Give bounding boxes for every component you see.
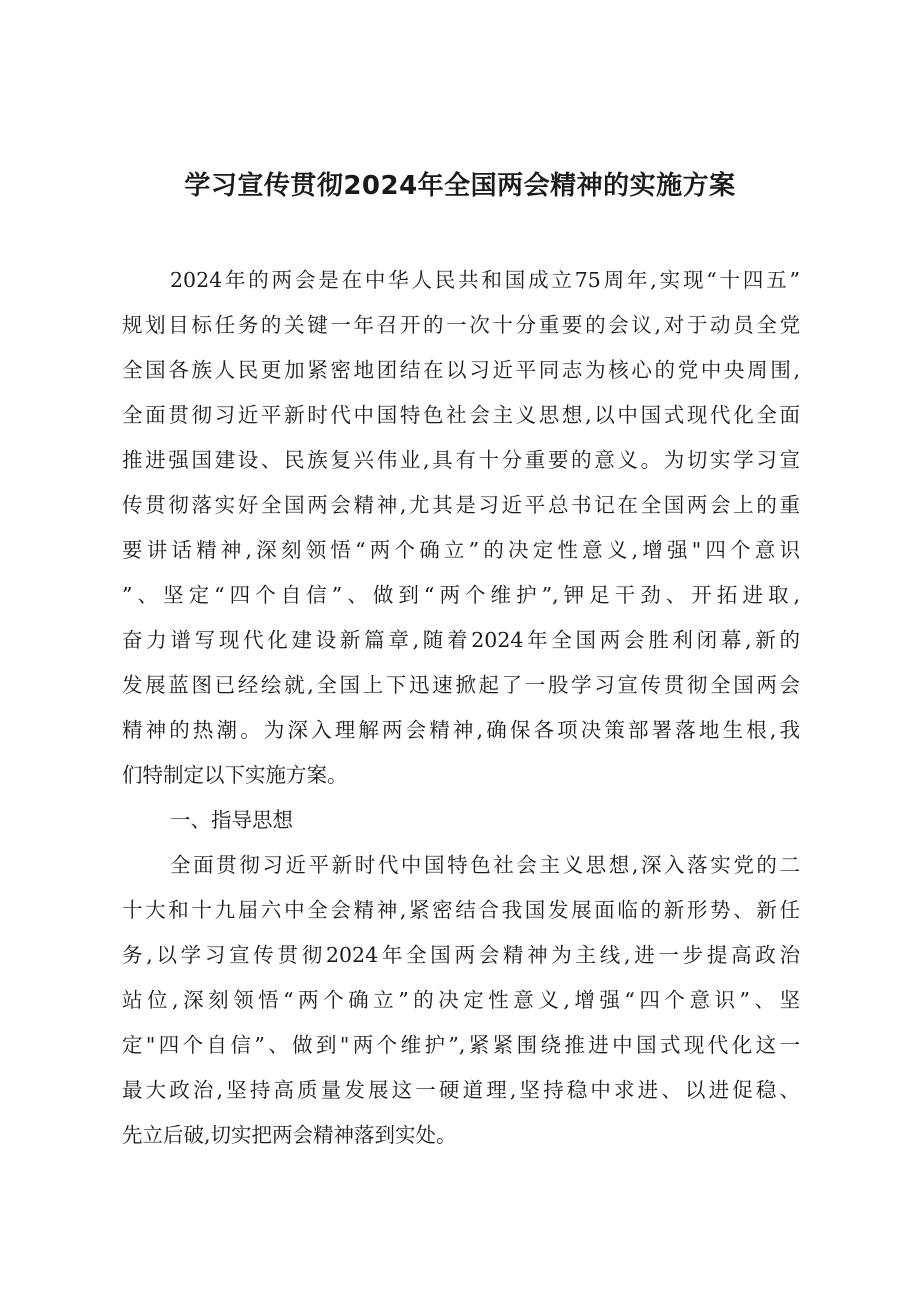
text-line: 全面贯彻习近平新时代中国特色社会主义思想,以中国式现代化全面 [122, 403, 800, 427]
text-line: 传贯彻落实好全国两会精神,尤其是习近平总书记在全国两会上的重 [122, 493, 800, 517]
document-body [122, 258, 800, 1158]
text-line: 站位,深刻领悟“两个确立”的决定性意义,增强“四个意识”、坚 [122, 988, 800, 1012]
text-line: 们特制定以下实施方案。 [122, 763, 348, 787]
text-line: 务,以学习宣传贯彻2024年全国两会精神为主线,进一步提高政治 [122, 943, 800, 967]
text-line: 最大政治,坚持高质量发展这一硬道理,坚持稳中求进、以进促稳、 [122, 1078, 800, 1102]
text-line: 规划目标任务的关键一年召开的一次十分重要的会议,对于动员全党 [122, 313, 800, 337]
text-line: 要讲话精神,深刻领悟“两个确立”的决定性意义,增强"四个意识 [122, 538, 800, 562]
text-line: 推进强国建设、民族复兴伟业,具有十分重要的意义。为切实学习宣 [122, 448, 800, 472]
text-line: ”、坚定“四个自信”、做到“两个维护”,钾足干劲、开拓进取, [122, 583, 800, 607]
text-line: 定"四个自信”、做到"两个维护”,紧紧围绕推进中国式现代化这一 [122, 1033, 800, 1057]
section-heading-guiding-ideology: 一、指导思想 [170, 808, 293, 832]
text-line: 十大和十九届六中全会精神,紧密结合我国发展面临的新形势、新任 [122, 898, 800, 922]
text-line: 发展蓝图已经绘就,全国上下迅速掀起了一股学习宣传贯彻全国两会 [122, 673, 800, 697]
text-line: 先立后破,切实把两会精神落到实处。 [122, 1123, 457, 1147]
document-title: 学习宣传贯彻2024年全国两会精神的实施方案 [184, 171, 736, 201]
paragraph-intro [122, 258, 800, 798]
text-line: 2024年的两会是在中华人民共和国成立75周年,实现“十四五” [170, 268, 800, 292]
text-line: 全国各族人民更加紧密地团结在以习近平同志为核心的党中央周围, [122, 358, 800, 382]
text-line: 奋力谱写现代化建设新篇章,随着2024年全国两会胜利闭幕,新的 [122, 628, 800, 652]
text-line: 精神的热潮。为深入理解两会精神,确保各项决策部署落地生根,我 [122, 718, 800, 742]
text-line: 全面贯彻习近平新时代中国特色社会主义思想,深入落实党的二 [170, 853, 800, 877]
paragraph-guiding-ideology [122, 843, 800, 1158]
